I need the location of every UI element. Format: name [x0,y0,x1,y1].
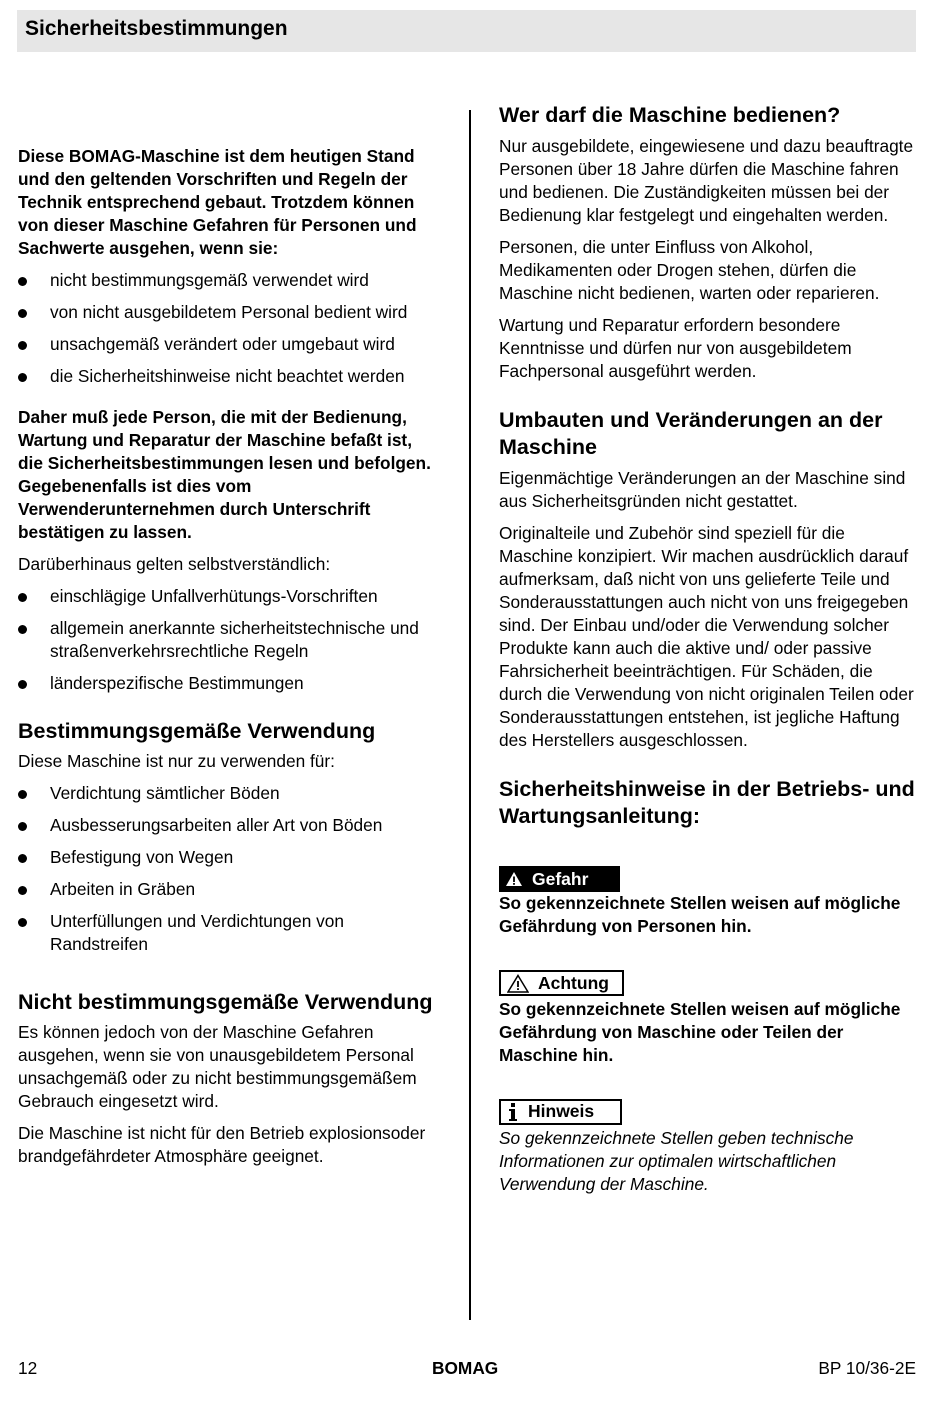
list-item: Ausbesserungsarbeiten aller Art von Böden [18,814,438,837]
bullet-icon [18,373,27,382]
caution-text: So gekennzeichnete Stellen weisen auf mögliche Gefährdung von Maschine oder Teilen der Maschine hin. [499,998,901,1065]
info-icon [507,1102,519,1122]
bullet-icon [18,886,27,895]
list-item: nicht bestimmungsgemäß verwendet wird [18,269,438,292]
danger-text: So gekennzeichnete Stellen weisen auf mögliche Gefährdung von Personen hin. [499,893,901,936]
note-text: So gekennzeichnete Stellen geben technische Informationen zur optimalen wirtschaftlichen Verwendung der Maschine. [499,1127,854,1194]
caution-label: Achtung [499,970,624,996]
intro-paragraph: Diese BOMAG-Maschine ist dem heutigen Stand und den geltenden Vorschriften und Regeln der Technik entsprechend gebaut. Trotzdem können von dieser Maschine Gefahren für Personen und Sachwerte ausgehen, wenn sie: [18,146,417,258]
list-item: länderspezifische Bestimmungen [18,672,438,695]
model-code: BP 10/36-2E [818,1358,916,1378]
use-intro: Diese Maschine ist nur zu verwenden für: [18,751,335,771]
section-heading-who: Wer darf die Maschine bedienen? [499,103,841,127]
list-item: allgemein anerkannte sicherheitstechnische und straßenverkehrsrechtliche Regeln [18,617,438,663]
bullet-icon [18,277,27,286]
bullet-icon [18,341,27,350]
bullet-icon [18,309,27,318]
list-item: die Sicherheitshinweise nicht beachtet werden [18,365,438,388]
bullet-icon [18,790,27,799]
list-item: von nicht ausgebildetem Personal bedient wird [18,301,438,324]
list-item: Verdichtung sämtlicher Böden [18,782,438,805]
page-number: 12 [18,1358,38,1378]
brand-name: BOMAG [432,1358,499,1378]
bullet-icon [18,625,27,634]
who-paragraph-2: Personen, die unter Einfluss von Alkohol, Medikamenten oder Drogen stehen, dürfen die Maschine nicht bedienen, warten oder reparieren. [499,237,880,303]
daher-paragraph: Daher muß jede Person, die mit der Bedienung, Wartung und Reparatur der Maschine befaßt ist, die Sicherheitsbestimmungen lesen und befolgen. Gegebenenfalls ist dies vom Verwenderunternehmen durch Unterschrift bestätigen zu lassen. [18,407,431,542]
section-heading-misuse: Nicht bestimmungsgemäße Verwendung [18,990,433,1014]
bullet-icon [18,854,27,863]
mod-paragraph-2: Originalteile und Zubehör sind speziell für die Maschine konzipiert. Wir machen ausdrücklich darauf aufmerksam, daß nicht von uns gelieferte Teile und Sonderausstattungen auch nicht von uns freigegeben sind. Der Einbau und/oder die Verwendung solcher Produkte kann auch die aktive und/ oder passive Fahrsicherheit beeinträchtigen. Für Schäden, die durch die Verwendung von nicht originalen Teilen oder Sonderausstattungen entstehen, ist jegliche Haftung des Herstellers ausgeschlossen. [499,523,914,750]
misuse-paragraph-2: Die Maschine ist nicht für den Betrieb explosionsoder brandgefährdeter Atmosphäre geeignet. [18,1123,426,1166]
intro-list [18,269,438,388]
warning-triangle-outline-icon [507,974,529,993]
note-label: Hinweis [499,1099,622,1125]
left-column [18,145,438,1168]
bullet-icon [18,822,27,831]
section-heading-notes: Sicherheitshinweise in der Betriebs- und Wartungsanleitung: [499,777,915,828]
list-item: Befestigung von Wegen [18,846,438,869]
header-bar [17,10,916,52]
warning-triangle-filled-icon [505,871,523,887]
list-item: unsachgemäß verändert oder umgebaut wird [18,333,438,356]
mod-paragraph-1: Eigenmächtige Veränderungen an der Maschine sind aus Sicherheitsgründen nicht gestattet. [499,468,906,511]
column-divider [469,110,471,1320]
danger-label: Gefahr [499,866,620,892]
who-paragraph-3: Wartung und Reparatur erfordern besondere Kenntnisse und dürfen nur von ausgebildetem Fachpersonal ausgeführt werden. [499,315,852,381]
list-item: einschlägige Unfallverhütungs-Vorschriften [18,585,438,608]
misuse-paragraph-1: Es können jedoch von der Maschine Gefahren ausgehen, wenn sie von unausgebildetem Personal unsachgemäß oder zu nicht bestimmungsgemäßem Gebrauch eingesetzt wird. [18,1022,417,1111]
page-title: Sicherheitsbestimmungen [25,17,288,40]
section-heading-modifications: Umbauten und Veränderungen an der Maschine [499,408,883,459]
bullet-icon [18,680,27,689]
bullet-icon [18,918,27,927]
darueber-paragraph: Darüberhinaus gelten selbstverständlich: [18,554,331,574]
use-list [18,782,438,956]
who-paragraph-1: Nur ausgebildete, eingewiesene und dazu beauftragte Personen über 18 Jahre dürfen die Maschine fahren und bedienen. Die Zuständigkeiten müssen bei der Bedienung klar festgelegt und eingehalten werden. [499,136,914,225]
list-item: Arbeiten in Gräben [18,878,438,901]
bullet-icon [18,593,27,602]
section-heading-use: Bestimmungsgemäße Verwendung [18,719,376,743]
right-column [499,102,919,1196]
list-item: Unterfüllungen und Verdichtungen von Randstreifen [18,910,438,956]
darueber-list [18,585,438,695]
